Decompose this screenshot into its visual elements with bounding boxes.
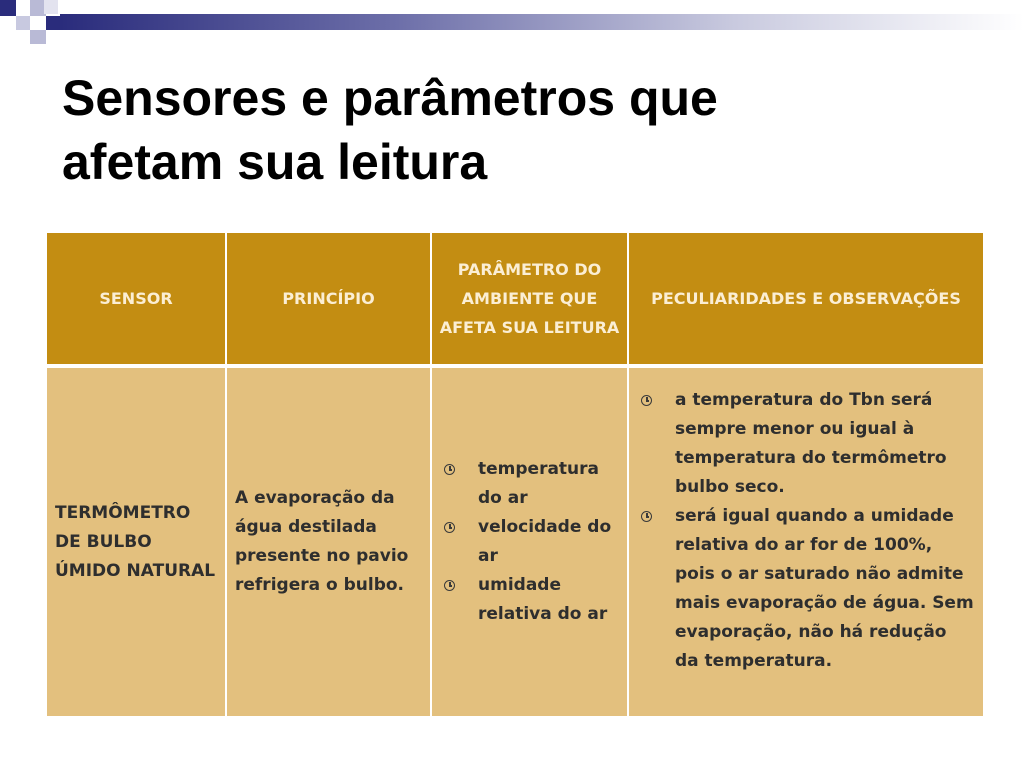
- table-header-row: [47, 233, 983, 364]
- col-header-parametro: PARÂMETRO DO AMBIENTE QUE AFETA SUA LEITURA: [432, 233, 629, 364]
- clock-icon: [641, 511, 652, 522]
- parametro-text: velocidade do ar: [478, 517, 612, 566]
- observacao-text: a temperatura do Tbn será sempre menor ou igual à temperatura do termômetro bulbo seco.: [675, 390, 947, 497]
- cell-observacoes: [629, 368, 983, 716]
- slide-title: Sensores e parâmetros que afetam sua leitura: [62, 70, 718, 190]
- parametro-text: temperatura do ar: [478, 459, 600, 508]
- deco-square-navy: [46, 16, 60, 30]
- list-item: [440, 571, 619, 629]
- parametros-list: [440, 455, 619, 629]
- list-item: [440, 513, 619, 571]
- deco-square-light: [30, 30, 46, 44]
- cell-sensor: TERMÔMETRO DE BULBO ÚMIDO NATURAL: [47, 368, 227, 716]
- clock-icon: [641, 395, 652, 406]
- cell-parametros: [432, 368, 629, 716]
- cell-principio: A evaporação da água destilada presente no pavio refrigera o bulbo.: [227, 368, 432, 716]
- col-header-sensor: SENSOR: [47, 233, 227, 364]
- parametro-text: umidade relativa do ar: [478, 575, 608, 624]
- deco-square-navy: [0, 0, 16, 16]
- table-row: [47, 368, 983, 716]
- col-header-principio: PRINCÍPIO: [227, 233, 432, 364]
- observacao-text: será igual quando a umidade relativa do ar for de 100%, pois o ar saturado não admite mais evaporação de água. Sem evaporação, não há redução da temperatura.: [675, 506, 974, 671]
- observacoes-list: [637, 386, 975, 676]
- deco-square-pale: [44, 0, 58, 14]
- list-item: [637, 502, 975, 676]
- clock-icon: [444, 522, 455, 533]
- clock-icon: [444, 464, 455, 475]
- col-header-peculiaridades: PECULIARIDADES E OBSERVAÇÕES: [629, 233, 983, 364]
- list-item: [440, 455, 619, 513]
- deco-square-light: [16, 16, 30, 30]
- clock-icon: [444, 580, 455, 591]
- header-decoration: [0, 0, 1024, 70]
- header-gradient-bar: [60, 14, 1024, 30]
- list-item: [637, 386, 975, 502]
- sensor-table: [47, 233, 983, 716]
